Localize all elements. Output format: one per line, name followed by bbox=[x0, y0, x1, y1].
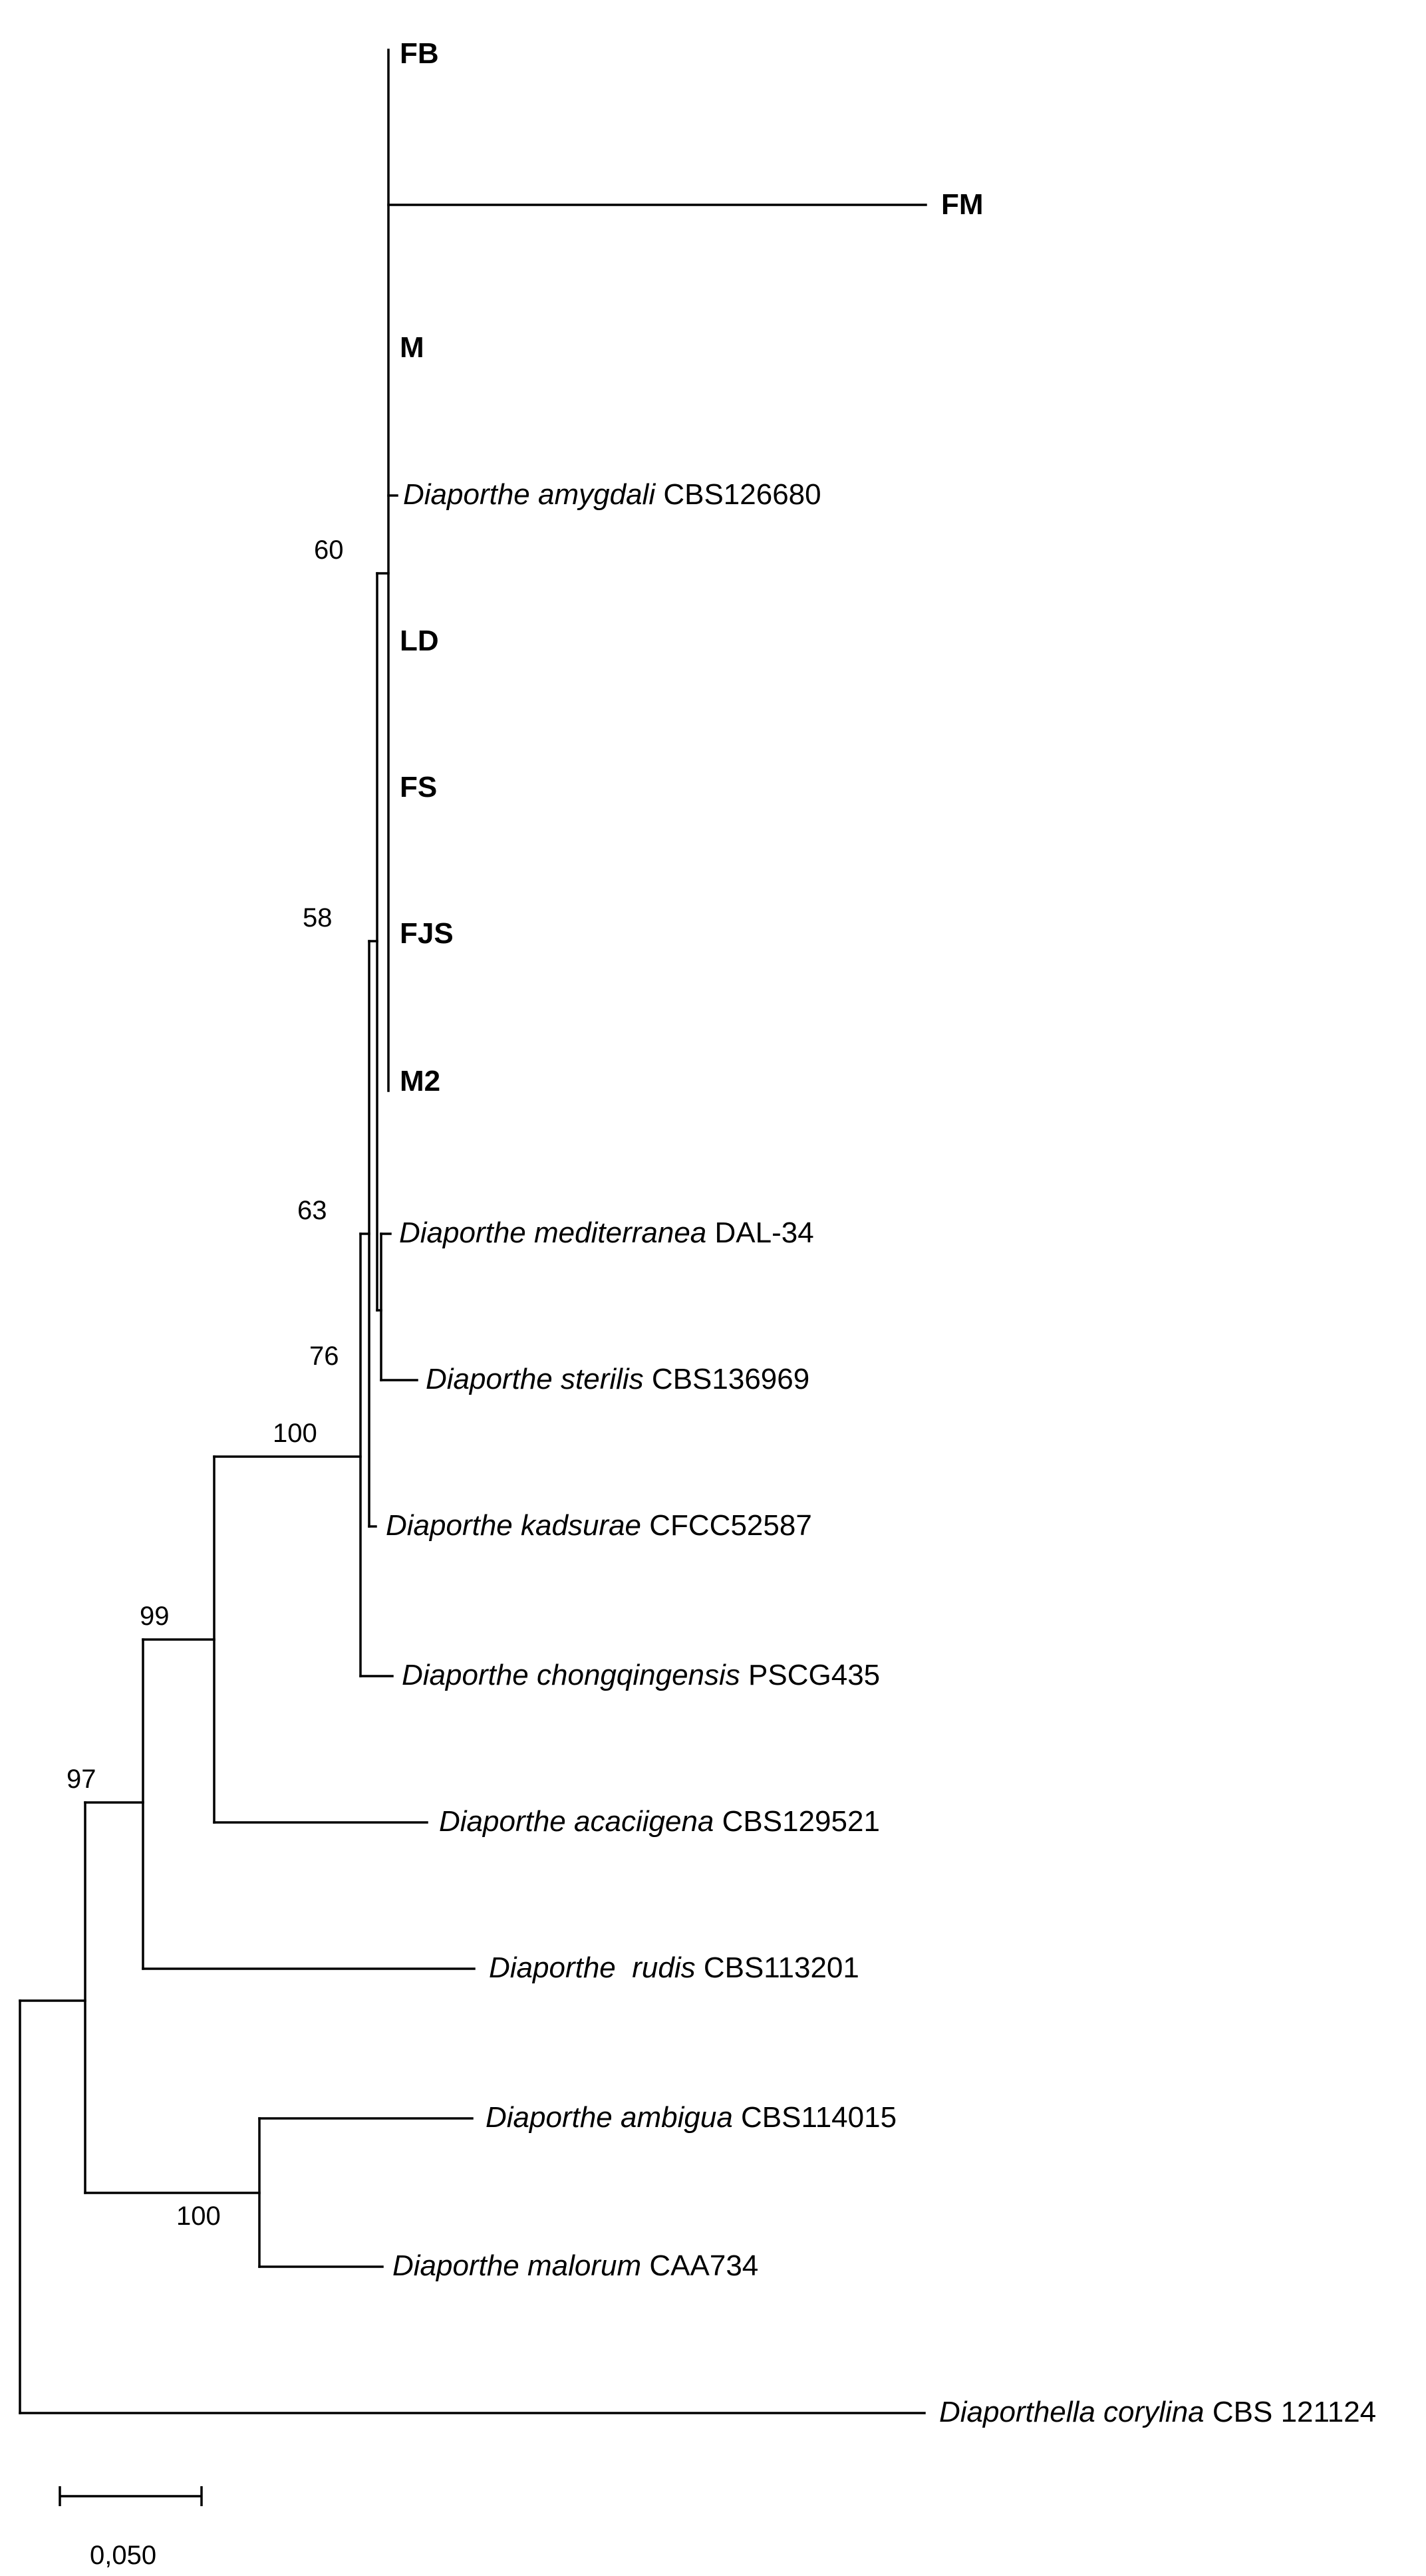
tip-label-rudis-part: Diaporthe rudis bbox=[489, 1951, 696, 1984]
tip-label-m-part: M bbox=[400, 331, 424, 364]
tip-label-corylina-part: Diaporthella corylina bbox=[939, 2396, 1205, 2428]
scale-bar bbox=[60, 2486, 202, 2570]
support-value-n63: 63 bbox=[297, 1196, 327, 1225]
tip-label-acaciigena-part: CBS129521 bbox=[714, 1805, 880, 1838]
tip-label-fm-part: FM bbox=[941, 188, 984, 221]
tip-label-ld-part: LD bbox=[400, 625, 439, 657]
tip-label-chongqingensis-part: PSCG435 bbox=[740, 1659, 881, 1691]
tip-label-fb bbox=[400, 37, 439, 70]
tip-label-kadsurae bbox=[386, 1509, 812, 1542]
tip-label-malorum-part: Diaporthe malorum bbox=[392, 2249, 642, 2282]
scale-bar-label: 0,050 bbox=[90, 2541, 157, 2570]
tip-label-kadsurae-part: Diaporthe kadsurae bbox=[386, 1509, 642, 1542]
support-value-n99: 99 bbox=[140, 1602, 170, 1631]
tip-label-m2-part: M2 bbox=[400, 1065, 441, 1097]
support-value-n100b: 100 bbox=[176, 2202, 221, 2231]
support-value-n76: 76 bbox=[309, 1342, 339, 1371]
tip-label-fs bbox=[400, 771, 437, 803]
tip-label-rudis bbox=[489, 1951, 859, 1984]
tip-label-fb-part: FB bbox=[400, 37, 439, 70]
tip-label-kadsurae-part: CFCC52587 bbox=[641, 1509, 812, 1542]
tip-label-mediterranea-part: Diaporthe mediterranea bbox=[399, 1216, 707, 1249]
tip-label-corylina bbox=[939, 2396, 1376, 2428]
tip-label-sterilis-part: CBS136969 bbox=[643, 1363, 810, 1395]
tip-label-m bbox=[400, 331, 424, 364]
tip-label-malorum-part: CAA734 bbox=[641, 2249, 759, 2282]
tip-label-sterilis-part: Diaporthe sterilis bbox=[426, 1363, 644, 1395]
tip-label-corylina-part: CBS 121124 bbox=[1204, 2396, 1377, 2428]
tip-label-rudis-part: CBS113201 bbox=[695, 1951, 859, 1984]
tip-label-chongqingensis-part: Diaporthe chongqingensis bbox=[402, 1659, 740, 1691]
tip-label-amygdali bbox=[403, 478, 821, 511]
tip-label-acaciigena-part: Diaporthe acaciigena bbox=[439, 1805, 714, 1838]
tip-label-mediterranea bbox=[399, 1216, 814, 1249]
tip-label-ambigua bbox=[486, 2101, 897, 2134]
tip-label-chongqingensis bbox=[402, 1659, 880, 1691]
tip-label-ld bbox=[400, 625, 439, 657]
tip-label-fjs bbox=[400, 917, 454, 950]
tip-label-fm bbox=[941, 188, 984, 221]
scale-bar-line bbox=[60, 2486, 202, 2506]
support-value-n100a: 100 bbox=[273, 1419, 317, 1448]
tip-label-sterilis bbox=[426, 1363, 809, 1395]
tip-labels bbox=[386, 37, 1376, 2428]
tip-label-ambigua-part: Diaporthe ambigua bbox=[486, 2101, 733, 2134]
support-value-n97: 97 bbox=[67, 1765, 96, 1794]
tip-label-ambigua-part: CBS114015 bbox=[732, 2101, 897, 2134]
tip-label-mediterranea-part: DAL-34 bbox=[706, 1216, 814, 1249]
tip-label-amygdali-part: Diaporthe amygdali bbox=[403, 478, 656, 511]
tip-label-acaciigena bbox=[439, 1805, 880, 1838]
tip-label-malorum bbox=[392, 2249, 758, 2282]
tip-label-fjs-part: FJS bbox=[400, 917, 454, 950]
tip-label-m2 bbox=[400, 1065, 440, 1097]
tip-label-fs-part: FS bbox=[400, 771, 438, 803]
support-value-n58: 58 bbox=[303, 903, 333, 932]
tip-label-amygdali-part: CBS126680 bbox=[655, 478, 821, 511]
bootstrap-support-values bbox=[67, 535, 344, 2231]
support-value-n60: 60 bbox=[314, 535, 344, 565]
